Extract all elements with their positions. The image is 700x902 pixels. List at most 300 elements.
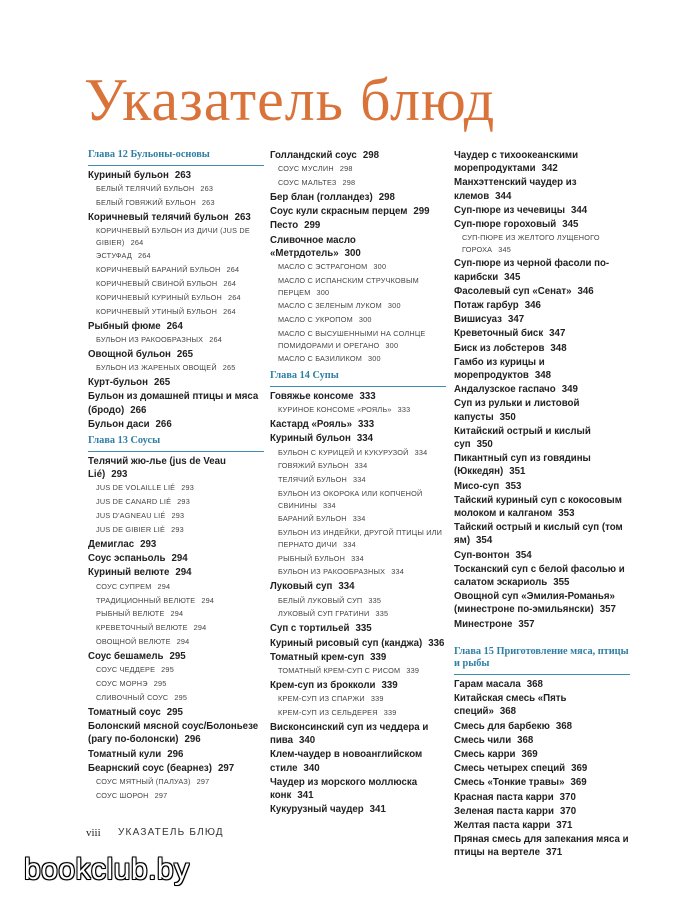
entry-page: 345	[498, 244, 511, 254]
entry-name: КОРИЧНЕВЫЙ УТИНЫЙ БУЛЬОН	[96, 307, 218, 317]
index-subentry	[88, 621, 264, 635]
entry-page: 368	[499, 706, 517, 718]
entry-name: Сливочное масло «Метрдотель»	[270, 234, 356, 259]
index-subentry	[88, 361, 264, 375]
page-title: Указатель блюд	[84, 67, 496, 133]
chapter-heading: Глава 13 Соусы	[88, 434, 264, 452]
entry-name: Андалузское гаспачо	[454, 384, 556, 396]
entry-name: Демиглас	[88, 539, 135, 550]
index-subentry	[270, 706, 446, 720]
entry-name: Суп-пюре из черной фасоли по-карибски	[454, 258, 610, 283]
entry-page: 300	[387, 301, 401, 311]
entry-name: Вишисуаз	[454, 314, 502, 326]
entry-name: ЭСТУФАД	[96, 251, 132, 261]
entry-name: БУЛЬОН ИЗ РАКООБРАЗНЫХ	[96, 335, 204, 345]
entry-name: СОУС ЧЕДДЕРЕ	[96, 665, 156, 675]
entry-name: Луковый суп	[270, 581, 333, 593]
entry-page: 294	[176, 637, 190, 647]
entry-name: Овощной бульон	[88, 349, 171, 361]
entry-name: Мисо-суп	[454, 480, 500, 492]
entry-name: Болонский мясной соус/Болоньезе (рагу по-болонски)	[88, 721, 259, 746]
index-entry	[270, 651, 446, 664]
entry-name: Соус эспаньоль	[88, 553, 166, 565]
index-entry	[454, 805, 630, 818]
entry-name: Суп из рульки и листовой капусты	[454, 398, 580, 423]
entry-name: Бульон даси	[88, 418, 150, 430]
entry-page: 300	[358, 315, 372, 325]
entry-name: Куриный велюте	[88, 567, 170, 579]
index-subentry	[88, 224, 264, 249]
entry-page: 371	[545, 847, 563, 859]
index-subentry	[270, 487, 446, 512]
entry-page: 354	[476, 535, 493, 547]
entry-name: Потаж гарбур	[454, 300, 519, 312]
entry-page: 300	[373, 262, 387, 272]
entry-name: СОУС ШОРОН	[96, 790, 149, 800]
index-subentry	[88, 481, 264, 495]
index-entry	[270, 432, 446, 445]
entry-page: 293	[181, 483, 195, 493]
entry-page: 340	[299, 735, 316, 747]
entry-name: Пряная смесь для запекания мяса и птицы на вертеле	[454, 834, 629, 859]
index-subentry	[88, 677, 264, 691]
entry-name: КРЕМ-СУП ИЗ СПАРЖИ	[278, 694, 365, 704]
entry-page: 339	[381, 679, 398, 691]
entry-name: JUS D'AGNEAU LIÉ	[96, 511, 166, 521]
entry-name: КОРИЧНЕВЫЙ СВИНОЙ БУЛЬОН	[96, 279, 218, 289]
index-column-2	[270, 148, 446, 816]
index-entry	[454, 748, 630, 761]
entry-name: Биск из лобстеров	[454, 342, 545, 354]
index-entry	[270, 191, 446, 204]
index-entry	[454, 356, 630, 382]
entry-page: 299	[413, 206, 430, 218]
entry-name: Чаудер из морского моллюска конк	[270, 776, 418, 801]
entry-name: БУЛЬОН ИЗ РАКООБРАЗНЫХ	[278, 567, 386, 577]
entry-page: 335	[368, 595, 382, 605]
entry-page: 369	[571, 763, 588, 775]
entry-page: 263	[201, 198, 215, 208]
entry-name: МАСЛО С ЗЕЛЕНЫМ ЛУКОМ	[278, 301, 382, 311]
entry-page: 264	[226, 265, 240, 275]
index-entry	[454, 833, 630, 859]
entry-page: 294	[175, 567, 192, 579]
index-subentry	[270, 313, 446, 327]
index-entry	[270, 205, 446, 218]
entry-page: 369	[570, 777, 587, 789]
index-entry	[454, 218, 630, 231]
entry-name: Китайская смесь «Пять специй»	[454, 693, 567, 718]
entry-page: 353	[558, 508, 575, 520]
index-subentry	[454, 231, 630, 256]
index-subentry	[88, 523, 264, 537]
entry-name: Куриный рисовый суп (канджа)	[270, 637, 423, 649]
entry-name: Томатный кули	[88, 748, 162, 760]
entry-name: Тайский острый и кислый суп (том ям)	[454, 522, 623, 547]
index-entry	[88, 538, 264, 551]
entry-name: Бер блан (голландез)	[270, 192, 373, 204]
index-subentry	[270, 565, 446, 579]
entry-name: СОУС МОРНЭ	[96, 679, 148, 689]
entry-page: 348	[534, 370, 551, 382]
index-column-1	[88, 148, 264, 803]
entry-name: JUS DE GIBIER LIÉ	[96, 525, 166, 535]
entry-page: 294	[157, 581, 171, 591]
entry-name: Минестроне	[454, 618, 513, 630]
entry-name: ЛУКОВЫЙ СУП ГРАТИНИ	[278, 609, 370, 619]
entry-page: 371	[556, 819, 573, 831]
entry-page: 347	[549, 328, 566, 340]
entry-name: Чаудер с тихоокеанскими морепродуктами	[454, 150, 579, 175]
entry-name: ТРАДИЦИОННЫЙ ВЕЛЮТЕ	[96, 595, 196, 605]
entry-name: Говяжье консоме	[270, 391, 354, 403]
index-entry	[454, 720, 630, 733]
entry-page: 340	[303, 762, 320, 774]
entry-name: РЫБНЫЙ ВЕЛЮТЕ	[96, 609, 165, 619]
entry-page: 297	[154, 790, 168, 800]
entry-page: 264	[223, 307, 236, 317]
entry-name: Смесь карри	[454, 748, 516, 760]
index-entry	[454, 762, 630, 775]
index-subentry	[270, 459, 446, 473]
entry-name: БАРАНИЙ БУЛЬОН	[278, 514, 347, 524]
entry-page: 293	[171, 511, 185, 521]
index-entry	[454, 285, 630, 298]
entry-page: 296	[167, 748, 184, 760]
entry-name: КОРИЧНЕВЫЙ БАРАНИЙ БУЛЬОН	[96, 265, 221, 275]
index-entry	[270, 679, 446, 692]
entry-page: 264	[130, 237, 144, 247]
entry-page: 295	[169, 651, 186, 663]
entry-page: 265	[222, 363, 236, 373]
index-entry	[454, 257, 630, 283]
entry-name: Песто	[270, 220, 299, 232]
entry-name: МАСЛО С ИСПАНСКИМ СТРУЧКОВЫМ ПЕРЦЕМ	[278, 275, 419, 297]
entry-name: Зеленая паста карри	[454, 805, 554, 817]
entry-name: Курт-бульон	[88, 377, 148, 389]
entry-page: 266	[155, 418, 172, 430]
entry-page: 265	[176, 349, 194, 361]
entry-name: Гарам масала	[454, 678, 521, 690]
index-entry	[88, 320, 264, 333]
entry-page: 295	[161, 665, 174, 675]
entry-page: 339	[370, 651, 387, 663]
index-entry	[88, 418, 264, 431]
index-entry	[270, 637, 446, 650]
entry-name: JUS DE VOLAILLE LIÉ	[96, 483, 176, 493]
index-subentry	[88, 789, 264, 803]
entry-page: 266	[130, 404, 147, 416]
entry-page: 334	[354, 461, 368, 471]
entry-page: 294	[193, 623, 207, 633]
chapter-heading: Глава 12 Бульоны-основы	[88, 148, 264, 166]
entry-name: Пикантный суп из говядины (Юккедян)	[454, 453, 591, 478]
index-entry	[270, 149, 446, 162]
index-entry	[270, 234, 446, 260]
entry-name: Голландский соус	[270, 150, 357, 161]
entry-page: 293	[177, 497, 190, 507]
index-entry	[454, 327, 630, 340]
index-entry	[270, 776, 446, 802]
index-subentry	[270, 327, 446, 352]
index-entry	[454, 204, 630, 217]
entry-name: Телячий жю-лье (jus de Veau Lié)	[88, 455, 226, 481]
index-subentry	[88, 607, 264, 621]
index-entry	[88, 748, 264, 761]
entry-page: 349	[561, 384, 578, 396]
entry-page: 263	[234, 212, 251, 224]
entry-name: КУРИНОЕ КОНСОМЕ «РОЯЛЬ»	[278, 405, 392, 415]
entry-name: Кастард «Рояль»	[270, 419, 353, 431]
entry-page: 264	[209, 335, 222, 345]
index-entry	[270, 580, 446, 593]
entry-page: 293	[171, 525, 184, 535]
entry-page: 295	[166, 707, 183, 719]
entry-name: СОУС МАЛЬТЕЗ	[278, 178, 337, 188]
entry-name: Клем-чаудер в новоанглийском стиле	[270, 749, 423, 774]
index-subentry	[270, 403, 446, 417]
entry-name: Гамбо из курицы и морепродуктов	[454, 356, 545, 382]
entry-page: 298	[339, 164, 353, 174]
entry-name: Томатный крем-суп	[270, 651, 365, 663]
entry-page: 355	[553, 577, 570, 589]
entry-page: 346	[524, 300, 541, 312]
entry-page: 357	[518, 618, 535, 630]
entry-name: ГОВЯЖИЙ БУЛЬОН	[278, 461, 349, 471]
entry-name: КРЕВЕТОЧНЫЙ ВЕЛЮТЕ	[96, 623, 188, 633]
index-entry	[88, 566, 264, 579]
index-entry	[454, 618, 630, 631]
index-entry	[454, 563, 630, 589]
entry-name: МАСЛО С БАЗИЛИКОМ	[278, 354, 363, 364]
entry-page: 300	[368, 354, 381, 364]
index-subentry	[88, 594, 264, 608]
index-entry	[454, 299, 630, 312]
entry-name: БЕЛЫЙ ЛУКОВЫЙ СУП	[278, 595, 363, 605]
entry-page: 339	[406, 665, 420, 675]
running-footer: УКАЗАТЕЛЬ БЛЮД	[118, 827, 224, 838]
index-subentry	[270, 526, 446, 551]
entry-page: 264	[223, 279, 237, 289]
index-subentry	[88, 249, 264, 263]
index-entry	[270, 219, 446, 232]
entry-name: Суп-пюре из чечевицы	[454, 204, 565, 216]
entry-page: 341	[369, 804, 386, 816]
entry-name: Китайский острый и кислый суп	[454, 425, 591, 451]
entry-name: Кукурузный чаудер	[270, 804, 364, 816]
index-subentry	[88, 635, 264, 649]
entry-page: 293	[111, 469, 128, 481]
index-subentry	[88, 663, 264, 677]
entry-page: 295	[153, 679, 167, 689]
entry-name: Смесь четырех специй	[454, 763, 566, 775]
index-subentry	[270, 260, 446, 274]
index-entry	[454, 494, 630, 520]
index-subentry	[88, 305, 264, 319]
index-entry	[88, 169, 264, 182]
index-subentry	[88, 691, 264, 705]
index-subentry	[88, 495, 264, 509]
index-entry	[454, 397, 630, 423]
entry-page: 350	[476, 439, 493, 451]
entry-page: 350	[499, 411, 516, 423]
entry-name: Коричневый телячий бульон	[88, 212, 229, 224]
entry-page: 293	[140, 539, 157, 550]
entry-name: ОВОЩНОЙ ВЕЛЮТЕ	[96, 637, 171, 647]
entry-name: ТЕЛЯЧИЙ БУЛЬОН	[278, 475, 347, 485]
entry-page: 297	[196, 777, 210, 787]
index-subentry	[270, 352, 446, 366]
index-subentry	[88, 775, 264, 789]
index-entry	[454, 819, 630, 832]
entry-page: 344	[495, 190, 512, 202]
entry-name: БУЛЬОН ИЗ ИНДЕЙКИ, ДРУГОЙ ПТИЦЫ ИЛИ ПЕРНАТО ДИЧИ	[278, 528, 443, 549]
index-entry	[454, 480, 630, 493]
index-entry	[88, 390, 264, 416]
index-subentry	[88, 333, 264, 347]
entry-page: 348	[550, 342, 567, 354]
index-entry	[270, 721, 446, 747]
index-entry	[88, 455, 264, 481]
entry-page: 263	[174, 170, 191, 181]
index-subentry	[88, 277, 264, 291]
entry-name: Красная паста карри	[454, 791, 554, 803]
entry-name: СОУС МУСЛИН	[278, 164, 334, 174]
index-entry	[454, 452, 630, 478]
entry-name: Соус кули скрасным перцем	[270, 206, 408, 218]
index-entry	[270, 748, 446, 774]
entry-page: 264	[166, 320, 183, 332]
index-entry	[88, 706, 264, 719]
entry-name: БЕЛЫЙ ТЕЛЯЧИЙ БУЛЬОН	[96, 184, 195, 194]
entry-name: КОРИЧНЕВЫЙ БУЛЬОН ИЗ ДИЧИ (JUS DE GIBIER)	[96, 226, 250, 247]
index-entry	[454, 734, 630, 747]
entry-page: 368	[526, 678, 543, 690]
entry-page: 334	[356, 433, 373, 445]
entry-name: Фасолевый суп «Сенат»	[454, 285, 572, 297]
entry-name: Тайский куриный суп с кокосовым молоком и калганом	[454, 494, 622, 520]
index-entry	[88, 552, 264, 565]
entry-name: Овощной суп «Эмилия-Романья» (минестроне по-эмильянски)	[454, 591, 615, 616]
index-column-3	[454, 148, 630, 860]
entry-name: БУЛЬОН С КУРИЦЕЙ И КУКУРУЗОЙ	[278, 447, 409, 457]
chapter-heading: Глава 14 Супы	[270, 369, 446, 387]
index-subentry	[270, 664, 446, 678]
entry-page: 300	[316, 287, 330, 297]
index-entry	[88, 762, 264, 775]
entry-page: 357	[599, 604, 616, 616]
entry-name: Суп с тортильей	[270, 623, 350, 635]
entry-page: 335	[355, 623, 372, 635]
index-subentry	[88, 182, 264, 196]
index-subentry	[270, 594, 446, 608]
entry-name: Смесь «Тонкие травы»	[454, 777, 565, 789]
index-subentry	[88, 580, 264, 594]
index-entry	[454, 791, 630, 804]
entry-page: 341	[297, 789, 314, 801]
index-entry	[88, 376, 264, 389]
index-subentry	[88, 196, 264, 210]
entry-page: 369	[521, 748, 538, 760]
index-entry	[88, 720, 264, 746]
entry-page: 336	[428, 637, 445, 649]
index-subentry	[270, 162, 446, 176]
entry-page: 334	[338, 581, 355, 593]
entry-page: 368	[517, 734, 534, 746]
entry-name: МАСЛО С УКРОПОМ	[278, 315, 353, 325]
index-subentry	[270, 446, 446, 460]
entry-page: 264	[228, 293, 241, 303]
entry-page: 265	[153, 377, 171, 389]
entry-page: 295	[174, 693, 188, 703]
entry-page: 298	[342, 178, 356, 188]
entry-name: СОУС МЯТНЫЙ (ПАЛУАЗ)	[96, 777, 191, 787]
watermark-logo: bookclub.by	[24, 853, 190, 886]
entry-page: 370	[559, 791, 576, 803]
entry-name: МАСЛО С ВЫСУШЕННЫМИ НА СОЛНЦЕ ПОМИДОРАМИ И ОРЕГАНО	[278, 328, 426, 350]
entry-page: 334	[352, 475, 366, 485]
entry-name: Висконсинский суп из чеддера и пива	[270, 721, 429, 747]
entry-name: Крем-суп из брокколи	[270, 679, 376, 691]
entry-name: Куриный бульон	[270, 433, 351, 445]
entry-page: 345	[504, 271, 521, 283]
entry-page: 347	[507, 314, 525, 326]
entry-page: 334	[352, 514, 366, 524]
entry-name: БУЛЬОН ИЗ ОКОРОКА ИЛИ КОПЧЕНОЙ СВИНИНЫ	[278, 489, 423, 510]
index-entry	[454, 776, 630, 789]
entry-page: 294	[201, 595, 215, 605]
entry-page: 333	[358, 419, 375, 431]
index-subentry	[270, 299, 446, 313]
entry-page: 339	[370, 694, 384, 704]
index-subentry	[88, 263, 264, 277]
index-subentry	[270, 512, 446, 526]
index-entry	[270, 803, 446, 816]
entry-page: 294	[171, 553, 188, 565]
index-entry	[454, 692, 630, 718]
index-subentry	[270, 274, 446, 299]
entry-page: 263	[200, 184, 214, 194]
entry-name: Куриный бульон	[88, 170, 169, 181]
index-subentry	[270, 692, 446, 706]
entry-name: Желтая паста карри	[454, 819, 551, 831]
entry-name: Рыбный фюме	[88, 320, 161, 332]
index-entry	[454, 521, 630, 547]
entry-name: Смесь для барбекю	[454, 720, 550, 732]
entry-page: 296	[184, 734, 201, 746]
index-entry	[88, 211, 264, 224]
chapter-heading: Глава 15 Приготовление мяса, птицы и рыбы	[454, 645, 630, 675]
entry-name: Манхэттенский чаудер из клемов	[454, 177, 577, 202]
entry-page: 334	[414, 447, 428, 457]
entry-page: 339	[383, 708, 397, 717]
entry-page: 333	[359, 391, 376, 403]
index-subentry	[270, 176, 446, 190]
entry-page: 298	[362, 150, 379, 161]
entry-name: Соус бешамель	[88, 651, 164, 663]
entry-page: 300	[344, 247, 361, 259]
index-entry	[454, 549, 630, 562]
entry-page: 294	[170, 609, 184, 619]
index-subentry	[270, 473, 446, 487]
index-entry	[454, 313, 630, 326]
entry-name: КОРИЧНЕВЫЙ КУРИНЫЙ БУЛЬОН	[96, 293, 223, 303]
entry-name: Смесь чили	[454, 734, 512, 746]
index-entry	[88, 650, 264, 663]
index-subentry	[270, 552, 446, 566]
entry-name: Томатный соус	[88, 707, 161, 719]
index-entry	[454, 590, 630, 616]
